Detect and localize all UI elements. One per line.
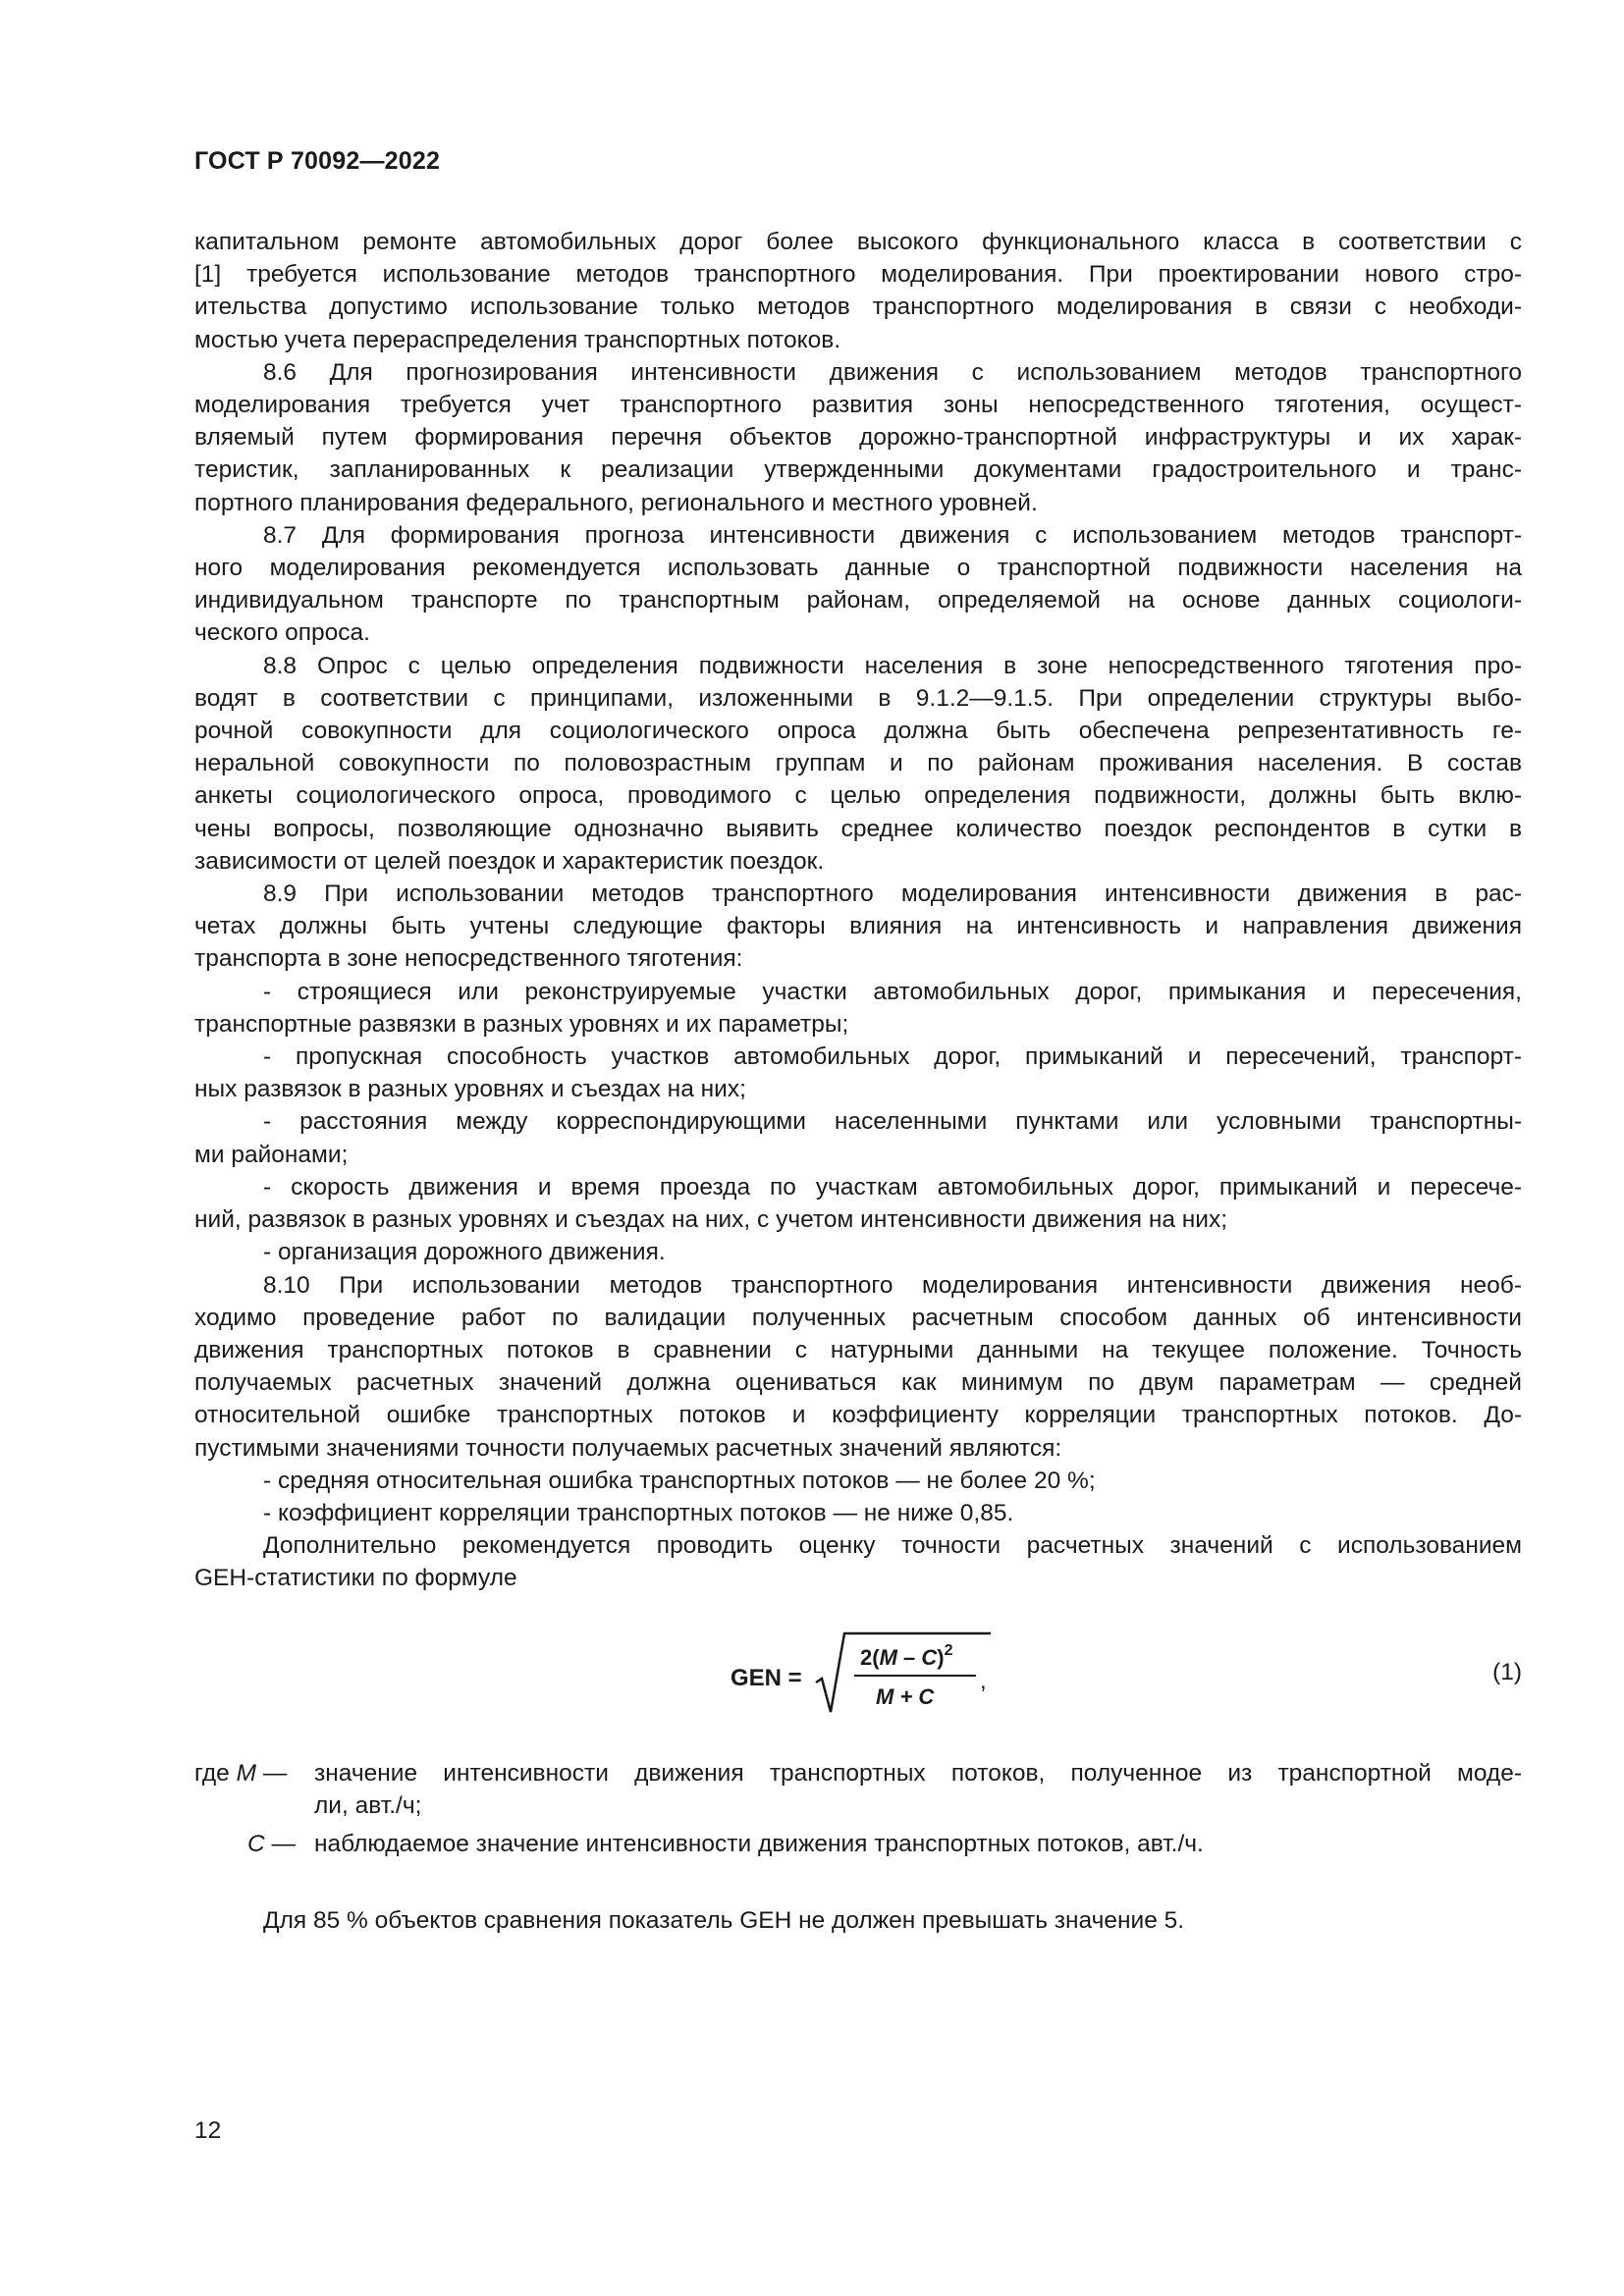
text-line: значение интенсивности движения транспортных потоков, полученное из транспортной моде- [314,1760,1522,1787]
list-item [194,1236,1522,1268]
formula-number: (1) [1492,1659,1522,1685]
numerator-prefix: 2( [860,1645,880,1670]
list-item [194,1497,1522,1529]
text-line: 8.8 Опрос с целью определения подвижности населения в зоне непосредственного тяготения про- [263,652,1522,679]
text-line: движения транспортных потоков в сравнении с натурными данными на текущее положение. Точность [194,1336,1522,1363]
list-item [194,1171,1522,1236]
text-line: - скорость движения и время проезда по участкам автомобильных дорог, примыканий и пересече- [263,1173,1522,1201]
text-line: Дополнительно рекомендуется проводить оценку точности расчетных значений с использованием [263,1532,1522,1560]
legend-item-m [194,1757,1522,1822]
legend-dash: — [271,1831,297,1858]
paragraph [194,1529,1522,1594]
legend-symbol: C [247,1831,265,1858]
formula-legend [194,1757,1522,1861]
page-number: 12 [194,2117,222,2144]
text-line: - расстояния между корреспондирующими населенными пунктами или условными транспортны- [263,1108,1522,1136]
paragraph-8-9 [194,878,1522,976]
text-line: относительной ошибке транспортных потоков и коэффициенту корреляции транспортных потоков. До- [194,1402,1522,1429]
legend-where-word: где [194,1760,230,1787]
text-line: ных развязок в разных уровнях и съездах на них; [194,1076,746,1103]
list-item [194,1041,1522,1105]
text-line: моделирования требуется учет транспортного развития зоны непосредственного тяготения, осущест- [194,392,1522,419]
text-line: ли, авт./ч; [314,1792,422,1820]
final-note: Для 85 % объектов сравнения показатель GEH не должен превышать значение 5. [263,1907,1185,1934]
text-line: теристик, запланированных к реализации утвержденными документами градостроительного и транс- [194,456,1522,484]
text-line: пустимыми значениями точности получаемых расчетных значений являются: [194,1434,1062,1462]
legend-text [194,1757,1522,1822]
text-line: 8.9 При использовании методов транспортного моделирования интенсивности движения в рас- [263,881,1522,908]
legend-label [194,1757,287,1789]
text-line: транспортные развязки в разных уровнях и их параметры; [194,1010,849,1038]
paragraph-8-7 [194,519,1522,650]
text-line: ного моделирования рекомендуется использовать данные о транспортной подвижности населения на [194,555,1522,582]
formula-lhs: GEN = [731,1665,802,1691]
text-line: - коэффициент корреляции транспортных потоков — не ниже 0,85. [263,1499,1014,1526]
legend-symbol: M [236,1760,256,1787]
legend-item-c [194,1828,1522,1860]
text-line: ительства допустимо использование только методов транспортного моделирования в связи с необходи- [194,294,1522,321]
legend-label [247,1828,296,1860]
text-line: анкеты социологического опроса, проводимого с целью определения подвижности, должны быть вклю- [194,782,1522,810]
text-line: чены вопросы, позволяющие однозначно выявить среднее количество поездок респондентов в сутки в [194,815,1522,842]
list-item [194,976,1522,1041]
formula-graphic [731,1629,996,1718]
text-line: GEH-статистики по формуле [194,1565,517,1592]
text-line: водят в соответствии с принципами, изложенными в 9.1.2—9.1.5. При определении структуры выбо- [194,684,1522,712]
text-line: ходимо проведение работ по валидации полученных расчетным способом данных об интенсивности [194,1304,1522,1331]
text-line: портного планирования федерального, регионального и местного уровней. [194,489,1038,516]
list-item [194,1465,1522,1497]
formula-geh [194,1629,1522,1718]
paragraph-8-8 [194,650,1522,878]
text-line: зависимости от целей поездок и характеристик поездок. [194,847,825,875]
legend-dash: — [262,1760,288,1787]
text-line: наблюдаемое значение интенсивности движения транспортных потоков, авт./ч. [314,1831,1204,1858]
text-line: - строящиеся или реконструируемые участки автомобильных дорог, примыкания и пересечения, [263,978,1522,1005]
text-line: - средняя относительная ошибка транспортных потоков — не более 20 %; [263,1467,1096,1494]
numerator-suffix: ) [937,1645,945,1670]
text-line: получаемых расчетных значений должна оцениваться как минимум по двум параметрам — средней [194,1369,1522,1397]
formula-trailing-comma: , [980,1668,987,1694]
text-line: четах должны быть учтены следующие факторы влияния на интенсивность и направления движения [194,913,1522,940]
formula-denominator: M + C [876,1684,935,1709]
paragraph-8-10 [194,1269,1522,1465]
text-line: [1] требуется использование методов транспортного моделирования. При проектировании нового стро- [194,261,1522,289]
numerator-power: 2 [944,1642,953,1659]
text-line: ний, развязок в разных уровнях и съездах на них, с учетом интенсивности движения на них; [194,1206,1228,1234]
text-line: 8.6 Для прогнозирования интенсивности движения с использованием методов транспортного [263,358,1522,386]
text-line: вляемый путем формирования перечня объектов дорожно-транспортной инфраструктуры и их харак- [194,424,1522,452]
formula-numerator [860,1642,953,1670]
text-line: индивидуальном транспорте по транспортным районам, определяемой на основе данных социологи- [194,587,1522,614]
text-line: 8.10 При использовании методов транспортного моделирования интенсивности движения необ- [263,1271,1522,1299]
text-line: капитальном ремонте автомобильных дорог более высокого функционального класса в соответствии с [194,229,1522,255]
paragraph [194,226,1522,356]
text-line: - пропускная способность участков автомобильных дорог, примыканий и пересечений, транспорт- [263,1043,1522,1071]
text-line: транспорта в зоне непосредственного тяготения: [194,945,743,973]
text-line: ми районами; [194,1141,349,1168]
list-item [194,1105,1522,1170]
numerator-vars: M – C [879,1645,938,1670]
legend-text [194,1828,1522,1860]
text-line: неральной совокупности по половозрастным группам и по районам проживания населения. В состав [194,750,1522,777]
text-line: 8.7 Для формирования прогноза интенсивности движения с использованием методов транспорт- [263,521,1522,549]
text-line: ческого опроса. [194,619,370,647]
paragraph-8-6 [194,356,1522,519]
page-header-title: ГОСТ Р 70092—2022 [194,147,441,175]
text-line: - организация дорожного движения. [263,1239,666,1266]
body-text [194,226,1522,1595]
text-line: рочной совокупности для социологического опроса должна быть обеспечена репрезентативность ге- [194,718,1522,745]
text-line: мостью учета перераспределения транспортных потоков. [194,326,841,353]
